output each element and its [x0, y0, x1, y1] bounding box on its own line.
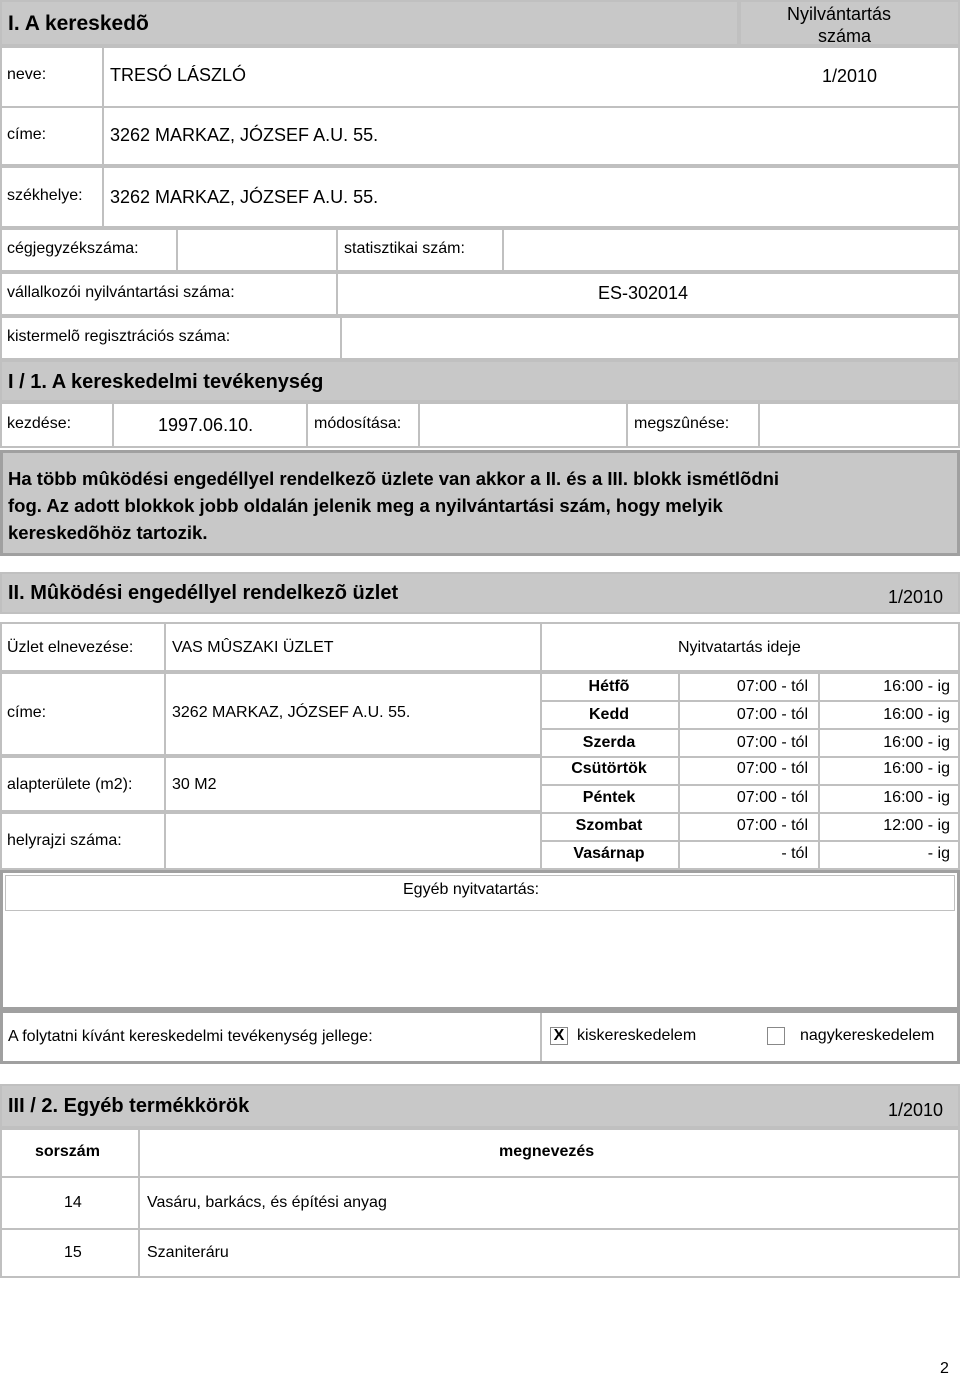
col-name-header: megnevezés [499, 1143, 595, 1160]
hours-from: - tól [781, 845, 808, 862]
hours-row [540, 674, 960, 700]
registry-number: 1/2010 [822, 66, 878, 86]
start-value: 1997.06.10. [158, 415, 254, 435]
wholesale-label: nagykereskedelem [800, 1027, 935, 1044]
activity-dates-row [0, 402, 960, 448]
shop-address-label: címe: [7, 704, 47, 721]
seat-label: székhelye: [7, 187, 83, 204]
registry-header [739, 0, 960, 46]
seat-value: 3262 MARKAZ, JÓZSEF A.U. 55. [110, 187, 379, 207]
hours-day: Csütörtök [571, 760, 647, 777]
address-label: címe: [7, 126, 47, 143]
hours-from: 07:00 - tól [736, 678, 808, 695]
hours-from: 07:00 - tól [736, 734, 808, 751]
wholesale-checkbox[interactable] [767, 1027, 785, 1045]
hours-row [540, 842, 960, 868]
table-row [0, 1178, 960, 1228]
name-value: TRESÓ LÁSZLÓ [110, 65, 247, 85]
row-name: Szaniteráru [147, 1244, 229, 1261]
notice-line-3: kereskedõhöz tartozik. [8, 522, 208, 543]
hours-to: 16:00 - ig [883, 760, 950, 777]
table-row [0, 1230, 960, 1278]
activity-type-label: A folytatni kívánt kereskedelmi tevékenység jellege: [8, 1028, 373, 1045]
retail-checkbox[interactable]: X [550, 1027, 568, 1045]
activity-type-row [0, 1010, 960, 1064]
smallholder-label: kistermelõ regisztrációs száma: [7, 328, 231, 345]
section3-2-registry-number: 1/2010 [888, 1100, 944, 1120]
hours-day: Szombat [575, 817, 643, 834]
hours-to: 16:00 - ig [883, 789, 950, 806]
other-hours-label: Egyéb nyitvatartás: [403, 881, 540, 898]
registry-label-2: száma [818, 26, 872, 46]
company-reg-row [0, 228, 960, 272]
hours-day: Hétfõ [588, 678, 630, 695]
section1-header [0, 0, 739, 46]
row-name: Vasáru, barkács, és építési anyag [147, 1194, 387, 1211]
shop-name-value: VAS MÛSZAKI ÜZLET [172, 639, 334, 656]
address-value: 3262 MARKAZ, JÓZSEF A.U. 55. [110, 125, 379, 145]
start-label: kezdése: [7, 415, 72, 432]
hours-from: 07:00 - tól [736, 760, 808, 777]
stat-label: statisztikai szám: [344, 240, 465, 257]
hours-row [540, 702, 960, 728]
hours-from: 07:00 - tól [736, 789, 808, 806]
hours-to: 12:00 - ig [883, 817, 950, 834]
section3-2-title: III / 2. Egyéb termékkörök [8, 1095, 250, 1117]
registry-label-1: Nyilvántartás [787, 4, 892, 24]
company-reg-label: cégjegyzékszáma: [7, 240, 139, 257]
hours-row [540, 814, 960, 840]
hours-day: Kedd [589, 706, 629, 723]
hours-row [540, 730, 960, 756]
modified-label: módosítása: [314, 415, 402, 432]
notice-line-1: Ha több mûködési engedéllyel rendelkezõ üzlete van akkor a II. és a III. blokk ismétlõdni [8, 468, 780, 489]
entrepreneur-label: vállalkozói nyilvántartási száma: [7, 284, 235, 301]
shop-lot-label: helyrajzi száma: [7, 832, 122, 849]
retail-label: kiskereskedelem [577, 1027, 697, 1044]
hours-row [540, 786, 960, 812]
hours-from: 07:00 - tól [736, 706, 808, 723]
hours-from: 07:00 - tól [736, 817, 808, 834]
section2-title: II. Mûködési engedéllyel rendelkezõ üzlet [8, 582, 399, 604]
shop-area-value: 30 M2 [172, 776, 217, 793]
shop-name-row [0, 622, 960, 672]
hours-day: Szerda [582, 734, 636, 751]
entrepreneur-value: ES-302014 [598, 283, 689, 303]
hours-day: Vasárnap [573, 845, 645, 862]
ended-label: megszûnése: [634, 415, 730, 432]
name-label: neve: [7, 66, 47, 83]
section3-2-header [0, 1084, 960, 1128]
shop-address-value: 3262 MARKAZ, JÓZSEF A.U. 55. [172, 704, 411, 721]
notice-line-2: fog. Az adott blokkok jobb oldalán jelenik meg a nyilvántartási szám, hogy melyik [8, 495, 723, 516]
page-number: 2 [940, 1360, 949, 1377]
section2-registry-number: 1/2010 [888, 587, 944, 607]
hours-to: - ig [927, 845, 950, 862]
section2-header [0, 572, 960, 614]
hours-day: Péntek [582, 789, 636, 806]
opening-hours-label: Nyitvatartás ideje [678, 639, 801, 656]
hours-row [540, 758, 960, 784]
hours-to: 16:00 - ig [883, 678, 950, 695]
shop-area-label: alapterülete (m2): [7, 776, 133, 793]
section1-title: I. A kereskedõ [8, 12, 149, 35]
row-number: 14 [64, 1194, 82, 1211]
other-hours-box [0, 870, 960, 1010]
hours-to: 16:00 - ig [883, 706, 950, 723]
section1-1-header [0, 360, 960, 402]
section1-1-title: I / 1. A kereskedelmi tevékenység [8, 371, 324, 393]
notice-box [0, 450, 960, 556]
col-number-header: sorszám [35, 1143, 100, 1160]
shop-name-label: Üzlet elnevezése: [7, 639, 134, 656]
hours-to: 16:00 - ig [883, 734, 950, 751]
row-number: 15 [64, 1244, 82, 1261]
